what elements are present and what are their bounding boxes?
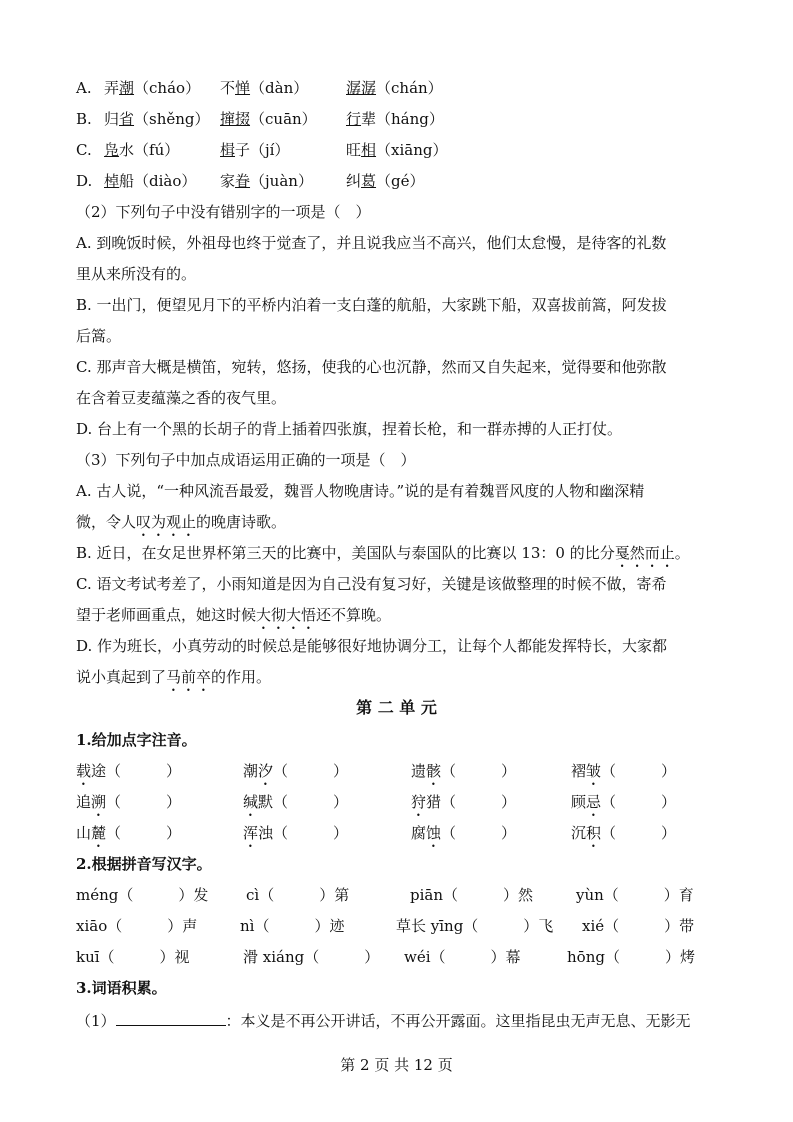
q1-word <box>104 77 200 99</box>
q3-option-c-line1: C. 语文考试考差了，小雨知道是因为自己没有复习好，关键是该做整理的时候不做，寄希 <box>76 575 667 593</box>
q1-option-label: A. <box>76 79 92 97</box>
q3-option-b <box>76 542 690 571</box>
phonetic-word <box>571 791 676 820</box>
phonetic-word <box>76 822 181 851</box>
q2-option-b-line1: B. 一出门，便望见月下的平桥内泊着一支白蓬的航船，大家跳下船，双喜拔前篙，阿发拔 <box>76 296 667 314</box>
q1-word <box>346 139 448 161</box>
q1-word-plain: 纠 <box>346 172 362 190</box>
phonetic-word <box>243 760 348 789</box>
q2-option-c-line2: 在含着豆麦蕴藻之香的夜气里。 <box>76 389 287 407</box>
word-rest: （ ） <box>106 793 182 811</box>
phonetic-word <box>243 822 348 851</box>
q1-word <box>220 139 289 161</box>
phonetic-word <box>571 822 676 851</box>
section-2-title: 2.根据拼音写汉字。 <box>76 855 212 873</box>
word-rest: 猎（ ） <box>426 793 517 811</box>
q1-option-label: C. <box>76 141 92 159</box>
q1-word <box>346 108 444 130</box>
q1-word-underlined: 行 <box>346 110 362 128</box>
word-rest: （ ） <box>601 762 677 780</box>
phonetic-word <box>411 791 516 820</box>
q1-word-underlined: 葛 <box>361 172 377 190</box>
word-plain: 沉 <box>571 824 587 842</box>
word-dotted-char: 麓 <box>91 824 107 842</box>
item-1-number: （1） <box>76 1012 116 1030</box>
pinyin-item: yùn（ ）育 <box>576 886 694 904</box>
q1-word-pinyin: 水（fú） <box>119 141 180 159</box>
pinyin-item: xié（ ）带 <box>582 917 695 935</box>
q1-word-pinyin: （chán） <box>376 79 443 97</box>
word-plain: 顾 <box>571 793 587 811</box>
q1-word-underlined: 撺掇 <box>220 110 251 128</box>
q1-word-plain: 旺 <box>346 141 362 159</box>
q1-word-plain: 不 <box>220 79 236 97</box>
page-footer: 第 2 页 共 12 页 <box>340 1056 453 1074</box>
word-rest: 默（ ） <box>258 793 349 811</box>
word-rest: （ ） <box>441 824 517 842</box>
q1-word-underlined: 相 <box>361 141 377 159</box>
word-plain: 腐 <box>411 824 427 842</box>
word-rest: （ ） <box>441 762 517 780</box>
q1-word-underlined: 棹 <box>104 172 120 190</box>
item-1-text: ：本义是不再公开讲话，不再公开露面。这里指昆虫无声无息、无影无 <box>225 1012 691 1030</box>
answer-blank[interactable] <box>116 1009 226 1026</box>
phonetic-word <box>243 791 348 820</box>
question-3-stem: （3）下列句子中加点成语运用正确的一项是（ ） <box>76 451 416 469</box>
word-plain: 山 <box>76 824 92 842</box>
pinyin-item: kuī（ ）视 <box>76 948 190 966</box>
q1-word <box>104 108 210 130</box>
q3-option-d-line2 <box>76 666 271 695</box>
q3-option-d-line1: D. 作为班长，小真劳动的时候总是能够很好地协调分工，让每个人都能发挥特长，大家都 <box>76 637 668 655</box>
q1-word <box>220 77 308 99</box>
q2-option-a-line1: A. 到晚饭时候，外祖母也终于觉查了，并且说我应当不高兴，他们太怠慢，是待客的礼数 <box>76 234 667 252</box>
word-dotted-char: 溯 <box>91 793 107 811</box>
q1-word-pinyin: （cháo） <box>134 79 201 97</box>
q1-word-pinyin: （xiāng） <box>376 141 448 159</box>
q2-option-c-line1: C. 那声音大概是横笛，宛转，悠扬，使我的心也沉静，然而又自失起来，觉得要和他弥散 <box>76 358 667 376</box>
q3-a-text-pre: 微，令人 <box>76 513 137 531</box>
q1-word-pinyin: 子（jí） <box>235 141 290 159</box>
q3-option-c-line2 <box>76 604 391 633</box>
word-plain: 潮 <box>243 762 259 780</box>
word-dotted-char: 浑 <box>243 824 259 842</box>
question-2-stem: （2）下列句子中没有错别字的一项是（ ） <box>76 203 371 221</box>
q1-option-label: D. <box>76 172 93 190</box>
word-rest: 途（ ） <box>91 762 182 780</box>
q1-option-label: B. <box>76 110 92 128</box>
word-dotted-char: 狩 <box>411 793 427 811</box>
q1-word <box>346 170 425 192</box>
q2-option-a-line2: 里从来所没有的。 <box>76 265 197 283</box>
q3-c-text-pre: 望于老师画重点，她这时候 <box>76 606 257 624</box>
phonetic-word <box>76 760 181 789</box>
q1-word <box>220 170 313 192</box>
word-rest: （ ） <box>273 762 349 780</box>
q1-word-plain: 归 <box>104 110 120 128</box>
unit-title: 第 二 单 元 <box>356 698 437 717</box>
pinyin-item: méng（ ）发 <box>76 886 209 904</box>
q1-word-pinyin: （juàn） <box>250 172 313 190</box>
q1-word-underlined: 眷 <box>235 172 251 190</box>
q1-word <box>220 108 317 130</box>
q3-b-idiom: 戛然而止 <box>614 544 675 562</box>
q2-option-d: D. 台上有一个黑的长胡子的背上插着四张旗，捏着长枪，和一群赤搏的人正打仗。 <box>76 420 623 438</box>
section-1-title: 1.给加点字注音。 <box>76 731 197 749</box>
pinyin-item: xiāo（ ）声 <box>76 917 198 935</box>
q1-word <box>104 139 179 161</box>
word-dotted-char: 积 <box>586 824 602 842</box>
q1-word-pinyin: （gé） <box>376 172 425 190</box>
word-dotted-char: 汐 <box>258 762 274 780</box>
word-rest: （ ） <box>601 824 677 842</box>
word-rest: （ ） <box>106 824 182 842</box>
q1-word-underlined: 潮 <box>119 79 135 97</box>
q2-option-b-line2: 后篙。 <box>76 327 122 345</box>
q1-word-pinyin: （shěng） <box>134 110 210 128</box>
pinyin-item: 滑 xiáng（ ） <box>243 948 380 966</box>
word-rest: 浊（ ） <box>258 824 349 842</box>
q3-c-text-post: 还不算晚。 <box>316 606 392 624</box>
word-rest: （ ） <box>601 793 677 811</box>
section-3-item-1 <box>76 1009 691 1032</box>
q3-option-a-line1: A. 古人说，“一种风流吾最爱，魏晋人物晚唐诗。”说的是有着魏晋风度的人物和幽深精 <box>76 482 645 500</box>
word-plain: 遗 <box>411 762 427 780</box>
pinyin-item: 草长 yīng（ ）飞 <box>396 917 554 935</box>
q1-word <box>346 77 443 99</box>
q1-word-underlined: 潺潺 <box>346 79 377 97</box>
pinyin-item: wéi（ ）幕 <box>404 948 521 966</box>
word-plain: 褶 <box>571 762 587 780</box>
q1-word-underlined: 省 <box>119 110 135 128</box>
q1-word-pinyin: 辈（háng） <box>361 110 444 128</box>
section-3-title: 3.词语积累。 <box>76 979 167 997</box>
q3-b-text-post: 。 <box>674 544 690 562</box>
word-dotted-char: 骸 <box>426 762 442 780</box>
word-dotted-char: 皱 <box>586 762 602 780</box>
phonetic-word <box>76 791 181 820</box>
word-dotted-char: 载 <box>76 762 92 780</box>
pinyin-item: piān（ ）然 <box>410 886 534 904</box>
q3-a-text-post: 的晚唐诗歌。 <box>196 513 287 531</box>
q3-d-text-pre: 说小真起到了 <box>76 668 167 686</box>
word-dotted-char: 蚀 <box>426 824 442 842</box>
q3-b-text-pre: B. 近日，在女足世界杯第三天的比赛中，美国队与泰国队的比赛以 13：0 的比分 <box>76 544 615 562</box>
word-plain: 追 <box>76 793 92 811</box>
q1-word-underlined: 惮 <box>235 79 251 97</box>
q1-word <box>104 170 196 192</box>
q1-word-plain: 弄 <box>104 79 120 97</box>
q3-c-idiom: 大彻大悟 <box>256 606 317 624</box>
q1-word-underlined: 楫 <box>220 141 236 159</box>
q3-a-idiom: 叹为观止 <box>136 513 197 531</box>
word-dotted-char: 缄 <box>243 793 259 811</box>
q3-option-a-line2 <box>76 511 286 540</box>
word-dotted-char: 忌 <box>586 793 602 811</box>
pinyin-item: nì（ ）迹 <box>240 917 345 935</box>
pinyin-item: cì（ ）第 <box>246 886 350 904</box>
pinyin-item: hōng（ ）烤 <box>567 948 695 966</box>
phonetic-word <box>411 822 516 851</box>
q3-d-idiom: 马前卒 <box>166 668 212 686</box>
q3-d-text-post: 的作用。 <box>211 668 272 686</box>
q1-word-plain: 家 <box>220 172 236 190</box>
q1-word-pinyin: （dàn） <box>250 79 309 97</box>
q1-word-pinyin: （cuān） <box>250 110 317 128</box>
q1-word-underlined: 凫 <box>104 141 120 159</box>
q1-word-pinyin: 船（diào） <box>119 172 197 190</box>
phonetic-word <box>571 760 676 789</box>
phonetic-word <box>411 760 516 789</box>
